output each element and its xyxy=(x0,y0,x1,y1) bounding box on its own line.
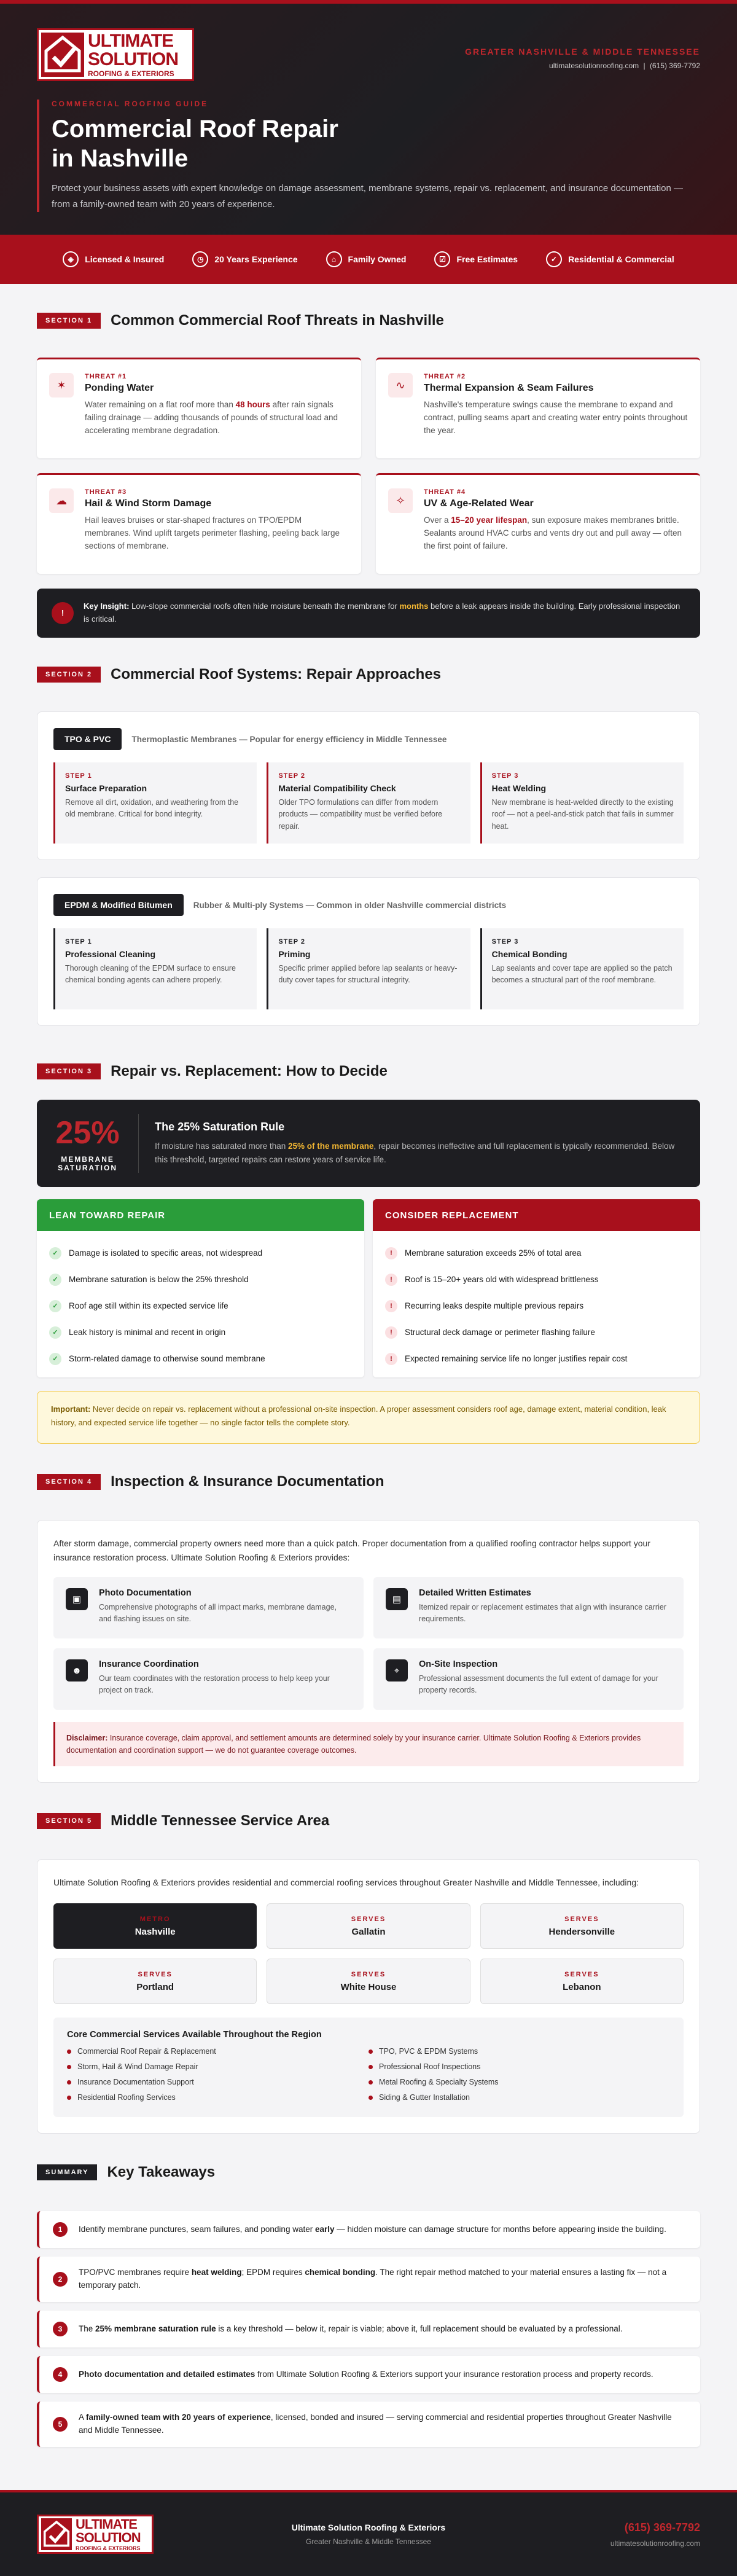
core-service-item: Insurance Documentation Support xyxy=(67,2078,368,2086)
threat-number: THREAT #3 xyxy=(85,488,127,496)
footer-region: Greater Nashville & Middle Tennessee xyxy=(306,2537,431,2547)
repair-criterion: ✓ Roof age still within its expected service life xyxy=(49,1293,352,1319)
takeaway-text: TPO/PVC membranes require heat welding; EPDM requires chemical bonding. The right repair method matched to your material ensures a lasting fix — not a temporary patch. xyxy=(79,2268,667,2290)
section-badge: SECTION 2 xyxy=(37,667,101,683)
step-title: Surface Preparation xyxy=(65,783,147,793)
system-subtitle: Rubber & Multi-ply Systems — Common in older Nashville commercial districts xyxy=(193,900,507,910)
check-icon: ✓ xyxy=(49,1300,61,1312)
trust-label: Residential & Commercial xyxy=(568,254,674,264)
step-number: STEP 2 xyxy=(278,938,306,945)
step-desc: Specific primer applied before lap sealants or heavy-duty cover tapes for structural integrity. xyxy=(278,964,458,985)
threat-desc: Nashville's temperature swings cause the membrane to expand and contract, pulling seams apart and creating water entry points throughout the year. xyxy=(424,400,688,435)
replace-criterion: ! Roof is 15–20+ years old with widespread brittleness xyxy=(385,1266,688,1293)
step-number: STEP 2 xyxy=(278,772,306,780)
repair-column xyxy=(37,1199,364,1377)
repair-criterion: ✓ Damage is isolated to specific areas, not widespread xyxy=(49,1240,352,1266)
bullet-icon xyxy=(368,2080,373,2085)
bullet-icon xyxy=(67,2080,71,2085)
city-card xyxy=(480,1959,684,2004)
core-service-item: Metal Roofing & Specialty Systems xyxy=(368,2078,670,2086)
step-number: STEP 1 xyxy=(65,938,92,945)
footer-company: Ultimate Solution Roofing & Exteriors xyxy=(291,2523,446,2533)
key-insight-icon: ! xyxy=(52,602,74,624)
camera-icon: ▣ xyxy=(66,1588,88,1610)
step-title: Priming xyxy=(278,949,311,959)
core-services-title: Core Commercial Services Available Throughout the Region xyxy=(67,2030,322,2040)
trust-label: Free Estimates xyxy=(456,254,518,264)
bullet-icon xyxy=(67,2049,71,2054)
company-logo[interactable] xyxy=(37,28,194,81)
insurance-disclaimer: Disclaimer: Insurance coverage, claim approval, and settlement amounts are determined solely by your insurance carrier. Ultimate Solution Roofing & Exteriors provides documentation and coordination support — we do not guarantee coverage outcomes. xyxy=(53,1722,684,1766)
documentation-item xyxy=(53,1577,364,1638)
documentation-item xyxy=(53,1648,364,1710)
repair-step xyxy=(480,762,684,844)
replace-criterion: ! Recurring leaks despite multiple previous repairs xyxy=(385,1293,688,1319)
check-icon: ✓ xyxy=(49,1247,61,1259)
water-icon: ✶ xyxy=(49,373,74,397)
alert-icon: ! xyxy=(385,1274,397,1286)
takeaway-item xyxy=(37,2257,700,2302)
takeaway-number: 5 xyxy=(53,2417,68,2432)
section-systems xyxy=(0,638,737,1026)
doc-title: Photo Documentation xyxy=(99,1588,192,1599)
service-area-intro: Ultimate Solution Roofing & Exteriors provides residential and commercial roofing services throughout Greater Nashville and Middle Tennessee, including: xyxy=(53,1877,639,1888)
city-name: Gallatin xyxy=(351,1926,386,1937)
threat-number: THREAT #4 xyxy=(424,488,466,496)
system-tag: EPDM & Modified Bitumen xyxy=(53,894,184,916)
shield-icon: ◈ xyxy=(63,251,79,267)
page-footer xyxy=(0,2490,737,2576)
trust-bar xyxy=(0,235,737,284)
threat-card xyxy=(376,473,700,574)
threat-title: Hail & Wind Storm Damage xyxy=(85,498,212,509)
takeaway-item xyxy=(37,2311,700,2347)
takeaway-number: 1 xyxy=(53,2222,68,2237)
core-service-item: TPO, PVC & EPDM Systems xyxy=(368,2047,670,2056)
logo-line3: ROOFING & EXTERIORS xyxy=(88,69,174,78)
section-threats xyxy=(0,284,737,638)
city-card xyxy=(53,1959,257,2004)
takeaway-number: 4 xyxy=(53,2367,68,2382)
step-desc: Remove all dirt, oxidation, and weathering from the old membrane. Critical for bond integrity. xyxy=(65,798,239,819)
trust-item xyxy=(326,251,407,267)
phone-link[interactable]: (615) 369-7792 xyxy=(649,61,700,70)
documentation-item xyxy=(373,1577,684,1638)
section-badge: SECTION 4 xyxy=(37,1474,101,1490)
document-icon: ▤ xyxy=(386,1588,408,1610)
trust-label: 20 Years Experience xyxy=(214,254,298,264)
section-documentation xyxy=(0,1444,737,1783)
trust-item xyxy=(63,251,164,267)
threat-card xyxy=(37,473,361,574)
logo-line2: SOLUTION xyxy=(88,49,178,69)
home-icon: ⌂ xyxy=(326,251,342,267)
city-kind: SERVES xyxy=(564,1915,599,1923)
city-name: Nashville xyxy=(135,1926,176,1937)
replace-criterion: ! Expected remaining service life no longer justifies repair cost xyxy=(385,1345,688,1372)
step-number: STEP 3 xyxy=(491,938,519,945)
threat-title: UV & Age-Related Wear xyxy=(424,498,534,509)
replace-criterion: ! Membrane saturation exceeds 25% of total area xyxy=(385,1240,688,1266)
estimate-icon: ☑ xyxy=(434,251,450,267)
bullet-icon xyxy=(368,2096,373,2100)
contact-separator: | xyxy=(643,61,645,70)
city-kind: SERVES xyxy=(138,1970,173,1978)
rule-desc: If moisture has saturated more than 25% of the membrane, repair becomes ineffective and full replacement is typically recommended. Below this threshold, targeted repairs can restore years of service life. xyxy=(155,1141,675,1164)
check-circle-icon: ✓ xyxy=(546,251,562,267)
city-name: Lebanon xyxy=(563,1981,601,1992)
rule-title: The 25% Saturation Rule xyxy=(155,1120,285,1133)
sun-icon: ✧ xyxy=(388,488,413,513)
hero-contact xyxy=(465,47,700,70)
step-desc: Older TPO formulations can differ from modern products — compatibility must be verified before repair. xyxy=(278,798,443,831)
city-kind: SERVES xyxy=(564,1970,599,1978)
hero-header xyxy=(0,0,737,235)
threat-title: Thermal Expansion & Seam Failures xyxy=(424,383,594,393)
logo-line1: ULTIMATE xyxy=(76,2516,137,2532)
doc-desc: Professional assessment documents the full extent of damage for your property records. xyxy=(419,1674,658,1694)
doc-title: On-Site Inspection xyxy=(419,1659,498,1670)
core-service-item: Professional Roof Inspections xyxy=(368,2062,670,2071)
takeaway-number: 3 xyxy=(53,2322,68,2336)
system-tag: TPO & PVC xyxy=(53,728,122,750)
takeaway-text: Photo documentation and detailed estimates from Ultimate Solution Roofing & Exteriors support your insurance restoration process and property records. xyxy=(79,2369,653,2379)
replace-criterion: ! Structural deck damage or perimeter flashing failure xyxy=(385,1319,688,1345)
threat-desc: Hail leaves bruises or star-shaped fractures on TPO/EPDM membranes. Wind uplift targets perimeter flashing, peeling back large sections of membrane. xyxy=(85,515,340,550)
logo-line2: SOLUTION xyxy=(76,2529,141,2545)
takeaway-number: 2 xyxy=(53,2272,68,2287)
replace-header: CONSIDER REPLACEMENT xyxy=(373,1199,700,1231)
saturation-rule-card xyxy=(37,1100,700,1187)
section-title: Inspection & Insurance Documentation xyxy=(111,1473,384,1490)
guide-eyebrow: COMMERCIAL ROOFING GUIDE xyxy=(52,100,209,108)
system-subtitle: Thermoplastic Membranes — Popular for energy efficiency in Middle Tennessee xyxy=(131,734,447,744)
repair-step xyxy=(267,762,470,844)
location-pin-icon: ⌖ xyxy=(386,1659,408,1681)
city-card xyxy=(53,1903,257,1949)
doc-title: Detailed Written Estimates xyxy=(419,1588,531,1599)
threat-desc: Over a 15–20 year lifespan, sun exposure makes membranes brittle. Sealants around HVAC curbs and vents dry out and pull away — often the first point of failure. xyxy=(424,515,682,550)
saturation-percent: 25% xyxy=(55,1115,120,1151)
takeaway-item xyxy=(37,2211,700,2248)
step-title: Heat Welding xyxy=(491,783,547,793)
core-service-item: Commercial Roof Repair & Replacement xyxy=(67,2047,368,2056)
logo-mark-icon xyxy=(41,33,84,77)
hero-intro: Protect your business assets with expert knowledge on damage assessment, membrane systems, repair vs. replacement, and insurance documentation — from a family-owned team with 20 years of experience. xyxy=(52,183,684,209)
documentation-item xyxy=(373,1648,684,1710)
threat-title: Ponding Water xyxy=(85,383,154,393)
repair-step xyxy=(267,928,470,1009)
city-card xyxy=(480,1903,684,1949)
section-repair-vs-replace xyxy=(0,1043,737,1444)
footer-website[interactable]: ultimatesolutionroofing.com xyxy=(610,2539,700,2548)
takeaway-text: A family-owned team with 20 years of experience, licensed, bonded and insured — serving commercial and residential properties throughout Greater Nashville and Middle Tennessee. xyxy=(79,2413,672,2435)
repair-criterion: ✓ Storm-related damage to otherwise sound membrane xyxy=(49,1345,352,1372)
section-badge: SECTION 1 xyxy=(37,313,101,329)
repair-step xyxy=(53,762,257,844)
doc-desc: Itemized repair or replacement estimates that align with insurance carrier requirements. xyxy=(419,1603,666,1623)
trust-item xyxy=(192,251,297,267)
threat-card xyxy=(37,358,361,458)
step-desc: New membrane is heat-welded directly to the existing roof — not a peel-and-stick patch that fails in summer heat. xyxy=(491,798,674,831)
wave-icon: ∿ xyxy=(388,373,413,397)
saturation-label: MEMBRANE SATURATION xyxy=(58,1155,117,1172)
check-icon: ✓ xyxy=(49,1353,61,1365)
service-region: GREATER NASHVILLE & MIDDLE TENNESSEE xyxy=(465,47,700,57)
section-summary xyxy=(0,2134,737,2447)
repair-criterion: ✓ Leak history is minimal and recent in origin xyxy=(49,1319,352,1345)
step-number: STEP 3 xyxy=(491,772,519,780)
step-desc: Thorough cleaning of the EPDM surface to ensure chemical bonding agents can adhere properly. xyxy=(65,964,236,985)
cloud-icon: ☁ xyxy=(49,488,74,513)
trust-item xyxy=(546,251,674,267)
threat-number: THREAT #2 xyxy=(424,373,466,380)
bullet-icon xyxy=(67,2096,71,2100)
logo-line3: ROOFING & EXTERIORS xyxy=(76,2545,141,2551)
city-card xyxy=(267,1959,470,2004)
repair-step xyxy=(480,928,684,1009)
city-name: White House xyxy=(340,1981,397,1992)
alert-icon: ! xyxy=(385,1247,397,1259)
check-icon: ✓ xyxy=(49,1326,61,1339)
check-icon: ✓ xyxy=(49,1274,61,1286)
trust-item xyxy=(434,251,518,267)
website-link[interactable]: ultimatesolutionroofing.com xyxy=(549,61,639,70)
roof-system-card xyxy=(37,711,700,860)
summary-badge: SUMMARY xyxy=(37,2164,97,2180)
section-title: Commercial Roof Systems: Repair Approaches xyxy=(111,666,442,683)
doc-desc: Comprehensive photographs of all impact marks, membrane damage, and flashing issues on site. xyxy=(99,1603,337,1623)
city-name: Hendersonville xyxy=(548,1926,615,1937)
documentation-intro: After storm damage, commercial property owners need more than a quick patch. Proper documentation from a qualified roofing contractor helps support your insurance restoration process. Ultimate Solution Roofing & Exteriors provides: xyxy=(53,1538,650,1563)
logo-line1: ULTIMATE xyxy=(88,31,174,51)
section-title: Middle Tennessee Service Area xyxy=(111,1812,330,1830)
repair-criterion: ✓ Membrane saturation is below the 25% threshold xyxy=(49,1266,352,1293)
alert-icon: ! xyxy=(385,1353,397,1365)
city-card xyxy=(267,1903,470,1949)
takeaway-text: The 25% membrane saturation rule is a key threshold — below it, repair is viable; above it, full replacement should be evaluated by a professional. xyxy=(79,2323,623,2333)
doc-title: Insurance Coordination xyxy=(99,1659,199,1670)
section-badge: SECTION 5 xyxy=(37,1813,101,1829)
roof-system-card xyxy=(37,877,700,1026)
core-service-item: Residential Roofing Services xyxy=(67,2093,368,2102)
city-kind: SERVES xyxy=(351,1915,386,1923)
takeaway-item xyxy=(37,2356,700,2393)
repair-step xyxy=(53,928,257,1009)
step-title: Material Compatibility Check xyxy=(278,783,396,793)
city-kind: METRO xyxy=(139,1915,171,1923)
city-name: Portland xyxy=(136,1981,174,1992)
threat-number: THREAT #1 xyxy=(85,373,127,380)
step-number: STEP 1 xyxy=(65,772,92,780)
step-title: Professional Cleaning xyxy=(65,949,156,959)
team-icon: ☻ xyxy=(66,1659,88,1681)
section-badge: SECTION 3 xyxy=(37,1063,101,1079)
core-service-item: Siding & Gutter Installation xyxy=(368,2093,670,2102)
section-title: Repair vs. Replacement: How to Decide xyxy=(111,1063,388,1079)
important-notice: Important: Never decide on repair vs. replacement without a professional on-site inspection. A proper assessment considers roof age, damage extent, material condition, leak history, and expected service life together — no single factor tells the complete story. xyxy=(37,1391,700,1444)
bullet-icon xyxy=(67,2065,71,2069)
doc-desc: Our team coordinates with the restoration process to help keep your project on track. xyxy=(99,1674,330,1694)
core-service-item: Storm, Hail & Wind Damage Repair xyxy=(67,2062,368,2071)
alert-icon: ! xyxy=(385,1300,397,1312)
bullet-icon xyxy=(368,2049,373,2054)
step-desc: Lap sealants and cover tape are applied so the patch becomes a structural part of the roof membrane. xyxy=(491,964,673,985)
threat-card xyxy=(376,358,700,458)
section-title: Common Commercial Roof Threats in Nashville xyxy=(111,312,444,329)
repair-header: LEAN TOWARD REPAIR xyxy=(37,1199,364,1231)
threat-desc: Water remaining on a flat roof more than 48 hours after rain signals failing drainage — adding thousands of pounds of structural load and accelerating membrane degradation. xyxy=(85,400,338,435)
core-services xyxy=(53,2018,684,2117)
takeaway-text: Identify membrane punctures, seam failures, and ponding water early — hidden moisture can damage structure for months before appearing inside the building. xyxy=(79,2224,666,2234)
section-service-area xyxy=(0,1783,737,2134)
takeaway-item xyxy=(37,2402,700,2447)
bullet-icon xyxy=(368,2065,373,2069)
page-title: Commercial Roof Repair in Nashville xyxy=(52,115,338,172)
city-kind: SERVES xyxy=(351,1970,386,1978)
trust-label: Family Owned xyxy=(348,254,407,264)
summary-title: Key Takeaways xyxy=(107,2164,216,2181)
trust-label: Licensed & Insured xyxy=(85,254,165,264)
step-title: Chemical Bonding xyxy=(491,949,567,959)
replace-column xyxy=(373,1199,700,1377)
key-insight-callout: ! Key Insight: Low-slope commercial roofs often hide moisture beneath the membrane for months before a leak appears inside the building. Early professional inspection is critical. xyxy=(37,589,700,638)
footer-phone[interactable]: (615) 369-7792 xyxy=(624,2521,700,2534)
clock-icon: ◷ xyxy=(192,251,208,267)
alert-icon: ! xyxy=(385,1326,397,1339)
